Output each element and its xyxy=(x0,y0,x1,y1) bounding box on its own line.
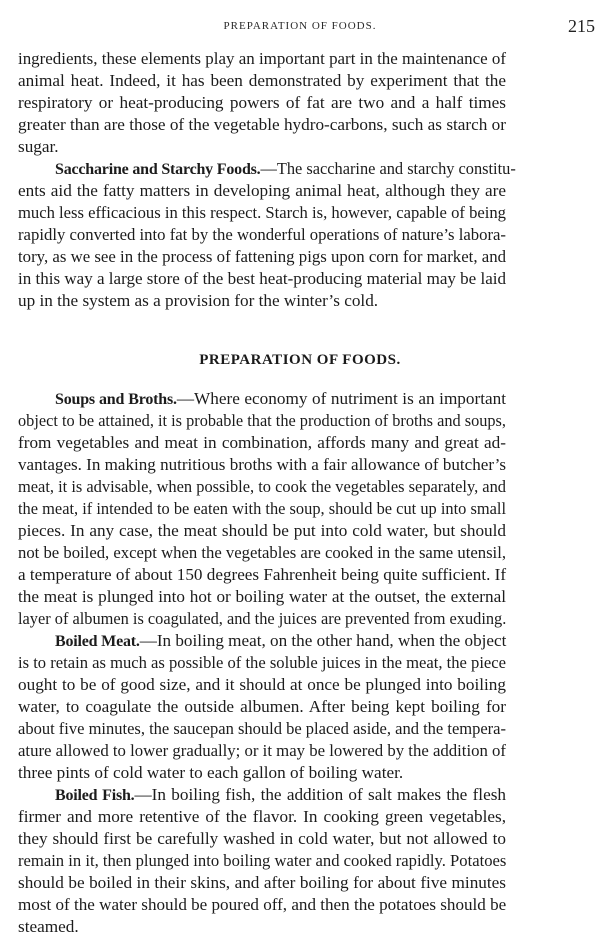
text-line xyxy=(18,784,506,806)
text-line: from vegetables and meat in combination, affords many and great ad- xyxy=(18,433,506,452)
page-number: 215 xyxy=(568,16,595,36)
text-line: ingredients, these elements play an important part in the maintenance of xyxy=(18,49,506,68)
text-line: a temperature of about 150 degrees Fahrenheit being quite sufficient. If xyxy=(18,565,507,584)
first-line-text: —In boiling meat, on the other hand, when the object xyxy=(139,631,507,650)
text-line: sugar. xyxy=(18,137,59,156)
paragraph-boiled-meat xyxy=(18,630,506,784)
first-line-text: —In boiling fish, the addition of salt makes the flesh xyxy=(134,785,506,804)
text-line: the meat, if intended to be eaten with the soup, should be cut up into small xyxy=(18,499,506,518)
running-title: PREPARATION OF FOODS. xyxy=(223,20,377,32)
run-in-heading: Saccharine and Starchy Foods. xyxy=(55,161,261,178)
text-line: water, to coagulate the outside albumen. After being kept boiling for xyxy=(18,697,506,716)
text-line: should be boiled in their skins, and after boiling for about five minutes xyxy=(18,873,506,892)
paragraph-soups-and-broths xyxy=(18,388,506,630)
running-head xyxy=(0,16,600,36)
text-line: three pints of cold water to each gallon of boiling water. xyxy=(18,763,404,782)
first-line-text: —The saccharine and starchy constitu- xyxy=(260,159,516,178)
text-line: meat, it is advisable, when possible, to cook the vegetables separately, and xyxy=(18,477,506,496)
text-line xyxy=(18,158,516,180)
text-line: tory, as we see in the process of fattening pigs upon corn for market, and xyxy=(18,247,506,266)
text-line: ents aid the fatty matters in developing animal heat, although they are xyxy=(18,181,506,200)
text-line: up in the system as a provision for the winter’s cold. xyxy=(18,291,379,310)
text-line: rapidly converted into fat by the wonderful operations of nature’s labora- xyxy=(18,225,506,244)
text-line: about five minutes, the saucepan should be placed aside, and the tempera- xyxy=(18,719,506,738)
text-line: is to retain as much as possible of the soluble juices in the meat, the piece xyxy=(18,653,507,672)
text-line: steamed. xyxy=(18,917,79,936)
text-line: object to be attained, it is probable that the production of broths and soups, xyxy=(18,411,506,430)
text-line: most of the water should be poured off, and then the potatoes should be xyxy=(18,895,507,914)
paragraph-boiled-fish xyxy=(18,784,506,938)
text-line: greater than are those of the vegetable hydro-carbons, such as starch or xyxy=(18,115,506,134)
text-line: remain in it, then plunged into boiling water and cooked rapidly. Potatoes xyxy=(18,851,507,870)
text-line: layer of albumen is coagulated, and the juices are prevented from exuding. xyxy=(18,609,507,628)
text-line: not be boiled, except when the vegetables are cooked in the same utensil, xyxy=(18,543,506,562)
text-line: the meat is plunged into hot or boiling water at the outset, the external xyxy=(18,587,506,606)
text-line: firmer and more retentive of the flavor. In cooking green vegetables, xyxy=(18,807,506,826)
text-line xyxy=(18,630,506,652)
text-line: they should first be carefully washed in cold water, but not allowed to xyxy=(18,829,506,848)
text-line: vantages. In making nutritious broths with a fair allowance of butcher’s xyxy=(18,455,506,474)
text-line: much less efficacious in this respect. Starch is, however, capable of being xyxy=(18,203,506,222)
first-line-text: —Where economy of nutriment is an important xyxy=(176,389,506,408)
text-line: pieces. In any case, the meat should be put into cold water, but should xyxy=(18,521,506,540)
text-line: respiratory or heat-producing powers of fat are two and a half times xyxy=(18,93,506,112)
text-line xyxy=(18,388,506,410)
paragraph-continuation xyxy=(18,48,506,158)
text-line: in this way a large store of the best heat-producing material may be laid xyxy=(18,269,506,288)
text-line: ought to be of good size, and it should at once be plunged into boiling xyxy=(18,675,506,694)
run-in-heading: Soups and Broths. xyxy=(55,391,177,408)
text-line: ature allowed to lower gradually; or it may be lowered by the addition of xyxy=(18,741,506,760)
run-in-heading: Boiled Fish. xyxy=(55,787,135,804)
text-line: animal heat. Indeed, it has been demonstrated by experiment that the xyxy=(18,71,506,90)
section-heading: PREPARATION OF FOODS. xyxy=(199,352,401,368)
paragraph-saccharine-starchy-foods xyxy=(18,158,516,312)
run-in-heading: Boiled Meat. xyxy=(55,633,140,650)
